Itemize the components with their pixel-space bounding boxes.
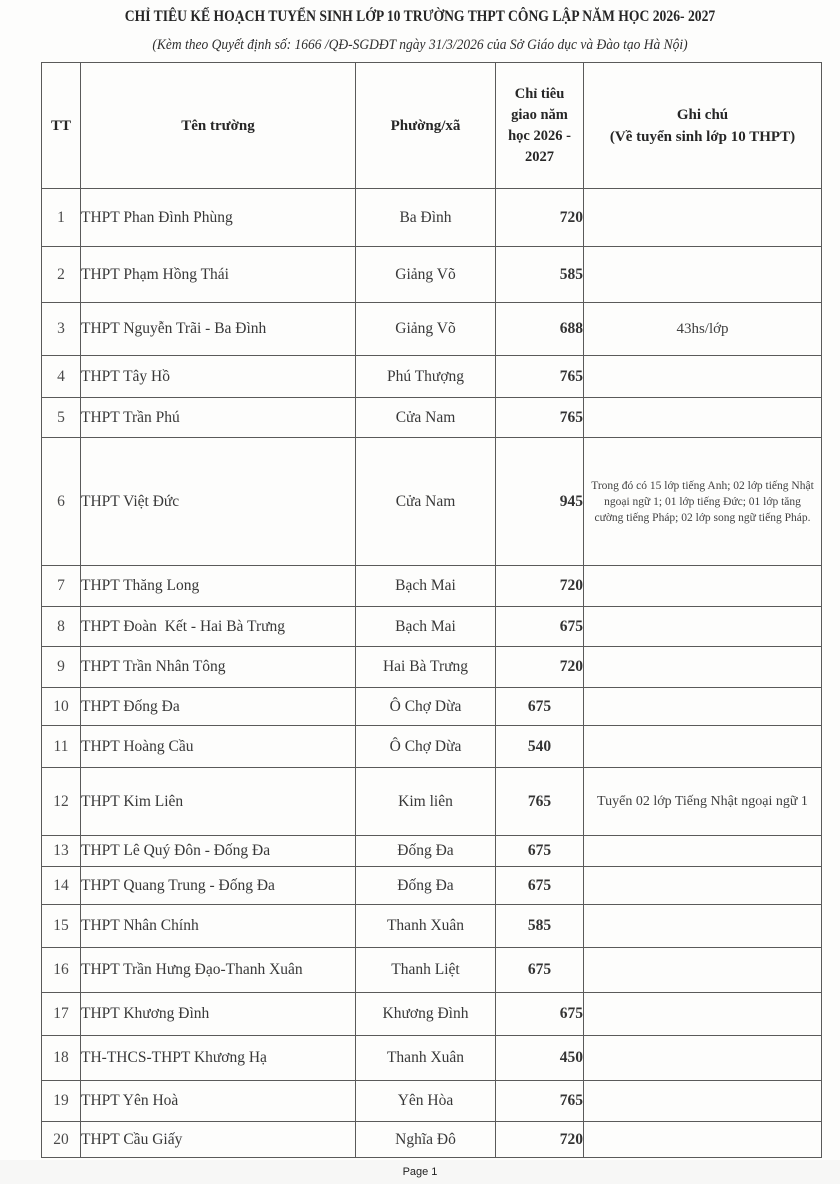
school-name: THPT Phạm Hồng Thái (81, 247, 356, 303)
header-notes: Ghi chú (Về tuyển sinh lớp 10 THPT) (584, 63, 822, 189)
quota-value: 675 (496, 948, 584, 993)
quota-value: 675 (496, 607, 584, 647)
quota-value: 765 (496, 768, 584, 836)
table-row (42, 1036, 822, 1081)
note-cell (584, 356, 822, 398)
header-tt: TT (42, 63, 81, 189)
table-row (42, 993, 822, 1036)
note-cell (584, 993, 822, 1036)
note-cell (584, 905, 822, 948)
document-title: CHỈ TIÊU KẾ HOẠCH TUYỂN SINH LỚP 10 TRƯỜNG THPT CÔNG LẬP NĂM HỌC 2026- 2027 (124, 8, 716, 25)
school-name: THPT Cầu Giấy (81, 1122, 356, 1158)
quota-value: 585 (496, 247, 584, 303)
quota-value: 765 (496, 398, 584, 438)
row-number: 17 (42, 993, 81, 1036)
note-cell (584, 836, 822, 867)
ward-name: Giảng Võ (356, 247, 496, 303)
note-cell (584, 726, 822, 768)
row-number: 5 (42, 398, 81, 438)
ward-name: Thanh Xuân (356, 905, 496, 948)
header-school-name: Tên trường (81, 63, 356, 189)
note-cell (584, 1036, 822, 1081)
header-quota: Chỉ tiêu giao năm học 2026 - 2027 (496, 63, 584, 189)
row-number: 6 (42, 438, 81, 566)
table-row (42, 303, 822, 356)
ward-name: Bạch Mai (356, 566, 496, 607)
ward-name: Ba Đình (356, 189, 496, 247)
quota-value: 675 (496, 688, 584, 726)
school-name: THPT Trần Nhân Tông (81, 647, 356, 688)
row-number: 10 (42, 688, 81, 726)
table-row (42, 247, 822, 303)
row-number: 12 (42, 768, 81, 836)
note-cell (584, 647, 822, 688)
table-row (42, 607, 822, 647)
row-number: 15 (42, 905, 81, 948)
table-row (42, 688, 822, 726)
row-number: 1 (42, 189, 81, 247)
row-number: 7 (42, 566, 81, 607)
note-cell (584, 398, 822, 438)
quota-value: 720 (496, 189, 584, 247)
table-row (42, 1081, 822, 1122)
table-row (42, 189, 822, 247)
note-cell (584, 607, 822, 647)
school-name: THPT Quang Trung - Đống Đa (81, 867, 356, 905)
note-cell (584, 247, 822, 303)
ward-name: Thanh Liệt (356, 948, 496, 993)
school-name: THPT Nhân Chính (81, 905, 356, 948)
school-name: THPT Phan Đình Phùng (81, 189, 356, 247)
table-row (42, 905, 822, 948)
quota-value: 720 (496, 1122, 584, 1158)
ward-name: Giảng Võ (356, 303, 496, 356)
ward-name: Cửa Nam (356, 398, 496, 438)
quota-value: 688 (496, 303, 584, 356)
quota-value: 675 (496, 867, 584, 905)
school-name: THPT Lê Quý Đôn - Đống Đa (81, 836, 356, 867)
ward-name: Ô Chợ Dừa (356, 726, 496, 768)
ward-name: Khương Đình (356, 993, 496, 1036)
row-number: 11 (42, 726, 81, 768)
note-cell (584, 189, 822, 247)
ward-name: Hai Bà Trưng (356, 647, 496, 688)
note-cell (584, 566, 822, 607)
note-cell (584, 948, 822, 993)
row-number: 18 (42, 1036, 81, 1081)
ward-name: Ô Chợ Dừa (356, 688, 496, 726)
table-row (42, 836, 822, 867)
school-name: TH-THCS-THPT Khương Hạ (81, 1036, 356, 1081)
table-row (42, 356, 822, 398)
note-cell (584, 1122, 822, 1158)
row-number: 2 (42, 247, 81, 303)
ward-name: Cửa Nam (356, 438, 496, 566)
row-number: 14 (42, 867, 81, 905)
school-name: THPT Yên Hoà (81, 1081, 356, 1122)
ward-name: Bạch Mai (356, 607, 496, 647)
header-ward: Phường/xã (356, 63, 496, 189)
ward-name: Phú Thượng (356, 356, 496, 398)
table-header-row (42, 63, 822, 189)
note-cell (584, 1081, 822, 1122)
quota-value: 675 (496, 836, 584, 867)
note-cell: 43hs/lớp (584, 303, 822, 356)
document-subtitle: (Kèm theo Quyết định số: 1666 /QĐ-SGDĐT ngày 31/3/2026 của Sở Giáo dục và Đào tạo Hà Nội) (152, 37, 688, 53)
table-row (42, 647, 822, 688)
table-row (42, 1122, 822, 1158)
school-name: THPT Hoàng Cầu (81, 726, 356, 768)
table-row (42, 867, 822, 905)
quota-value: 585 (496, 905, 584, 948)
table-row (42, 438, 822, 566)
note-cell (584, 867, 822, 905)
table-row (42, 398, 822, 438)
ward-name: Đống Đa (356, 836, 496, 867)
row-number: 9 (42, 647, 81, 688)
table-row (42, 948, 822, 993)
school-name: THPT Trần Phú (81, 398, 356, 438)
school-name: THPT Trần Hưng Đạo-Thanh Xuân (81, 948, 356, 993)
row-number: 3 (42, 303, 81, 356)
quota-value: 945 (496, 438, 584, 566)
quota-value: 720 (496, 647, 584, 688)
quota-value: 765 (496, 356, 584, 398)
row-number: 20 (42, 1122, 81, 1158)
school-name: THPT Đống Đa (81, 688, 356, 726)
row-number: 8 (42, 607, 81, 647)
school-name: THPT Thăng Long (81, 566, 356, 607)
row-number: 19 (42, 1081, 81, 1122)
ward-name: Nghĩa Đô (356, 1122, 496, 1158)
school-name: THPT Việt Đức (81, 438, 356, 566)
note-cell: Trong đó có 15 lớp tiếng Anh; 02 lớp tiếng Nhật ngoại ngữ 1; 01 lớp tiếng Đức; 01 lớp tăng cường tiếng Pháp; 02 lớp song ngữ tiếng Pháp. (584, 438, 822, 566)
table-row (42, 768, 822, 836)
note-cell (584, 688, 822, 726)
quota-value: 765 (496, 1081, 584, 1122)
row-number: 4 (42, 356, 81, 398)
ward-name: Thanh Xuân (356, 1036, 496, 1081)
page-number: Page 1 (402, 1166, 438, 1178)
table-row (42, 566, 822, 607)
note-cell: Tuyển 02 lớp Tiếng Nhật ngoại ngữ 1 (584, 768, 822, 836)
school-name: THPT Khương Đình (81, 993, 356, 1036)
school-name: THPT Đoàn Kết - Hai Bà Trưng (81, 607, 356, 647)
school-name: THPT Tây Hồ (81, 356, 356, 398)
quota-value: 450 (496, 1036, 584, 1081)
school-name: THPT Nguyễn Trãi - Ba Đình (81, 303, 356, 356)
quota-value: 720 (496, 566, 584, 607)
ward-name: Đống Đa (356, 867, 496, 905)
admission-quota-table (41, 62, 822, 1158)
quota-value: 540 (496, 726, 584, 768)
school-name: THPT Kim Liên (81, 768, 356, 836)
ward-name: Yên Hòa (356, 1081, 496, 1122)
ward-name: Kim liên (356, 768, 496, 836)
row-number: 13 (42, 836, 81, 867)
row-number: 16 (42, 948, 81, 993)
table-row (42, 726, 822, 768)
quota-value: 675 (496, 993, 584, 1036)
